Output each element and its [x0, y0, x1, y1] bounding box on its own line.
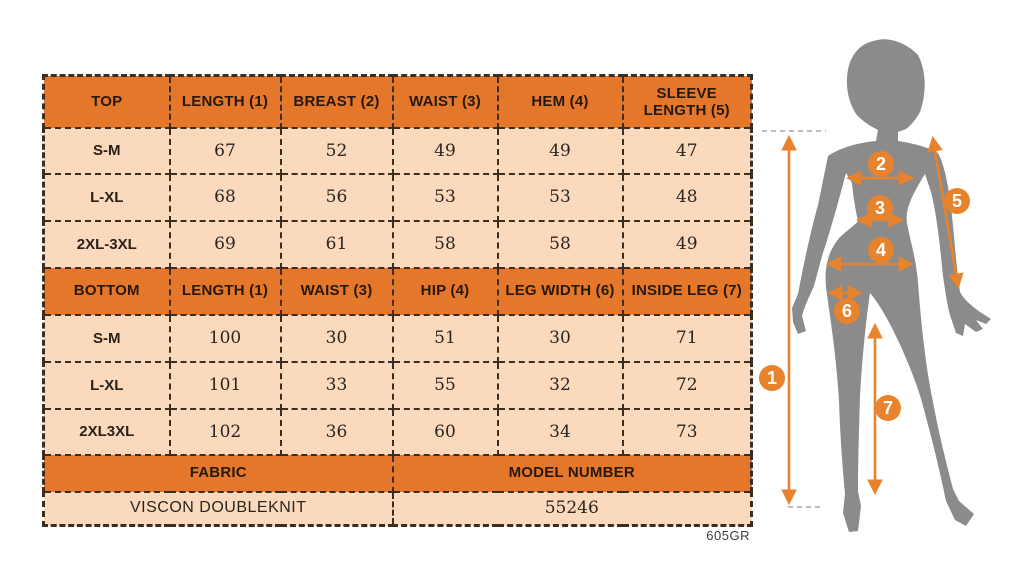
cell-value: 68 [170, 174, 281, 221]
table-row [44, 174, 752, 221]
marker-badge-4 [868, 237, 894, 263]
cell-value: 52 [281, 128, 393, 174]
col-header-waist: WAIST (3) [393, 76, 498, 128]
cell-value: 48 [623, 174, 752, 221]
cell-value: 53 [498, 174, 623, 221]
badge-number: 6 [841, 301, 853, 321]
fabric-header: FABRIC [44, 455, 393, 492]
cell-value: 49 [393, 128, 498, 174]
model-number-value: 55246 [393, 492, 752, 526]
cell-value: 58 [498, 221, 623, 268]
cell-value: 67 [170, 128, 281, 174]
footer-value-row [44, 492, 752, 526]
footer-header-row [44, 455, 752, 492]
cell-value: 30 [498, 315, 623, 362]
cell-value: 56 [281, 174, 393, 221]
col-header-length: LENGTH (1) [170, 268, 281, 315]
cell-value: 49 [623, 221, 752, 268]
cell-value: 51 [393, 315, 498, 362]
cell-value: 49 [498, 128, 623, 174]
col-header-waist: WAIST (3) [281, 268, 393, 315]
model-number-header: MODEL NUMBER [393, 455, 752, 492]
cell-value: 53 [393, 174, 498, 221]
table-row [44, 315, 752, 362]
size-chart-table [42, 74, 753, 527]
fabric-value: VISCON DOUBLEKNIT [44, 492, 393, 526]
size-label: L-XL [44, 362, 170, 409]
cell-value: 102 [170, 409, 281, 455]
size-label: L-XL [44, 174, 170, 221]
marker-badge-7 [875, 395, 901, 421]
col-header-hip: HIP (4) [393, 268, 498, 315]
badge-number: 4 [875, 240, 887, 260]
cell-value: 61 [281, 221, 393, 268]
badge-number: 3 [874, 198, 886, 218]
cell-value: 34 [498, 409, 623, 455]
female-silhouette [792, 39, 991, 532]
marker-badge-3 [867, 195, 893, 221]
badge-number: 2 [875, 154, 887, 174]
marker-badge-2 [868, 151, 894, 177]
cell-value: 55 [393, 362, 498, 409]
cell-value: 69 [170, 221, 281, 268]
cell-value: 30 [281, 315, 393, 362]
cell-value: 72 [623, 362, 752, 409]
badge-number: 1 [766, 368, 778, 388]
col-header-leg-width: LEG WIDTH (6) [498, 268, 623, 315]
cell-value: 36 [281, 409, 393, 455]
cell-value: 47 [623, 128, 752, 174]
bottom-header-row [44, 268, 752, 315]
badge-number: 5 [951, 191, 963, 211]
size-label: 2XL3XL [44, 409, 170, 455]
size-label: 2XL-3XL [44, 221, 170, 268]
table-row [44, 128, 752, 174]
top-section-header: TOP [44, 76, 170, 128]
col-header-hem: HEM (4) [498, 76, 623, 128]
table-row [44, 221, 752, 268]
model-code-footnote: 605GR [706, 528, 750, 543]
size-label: S-M [44, 128, 170, 174]
measurement-figure [750, 0, 1024, 580]
col-header-sleeve-length: SLEEVE LENGTH (5) [623, 76, 752, 128]
top-header-row [44, 76, 752, 128]
col-header-inside-leg: INSIDE LEG (7) [623, 268, 752, 315]
cell-value: 60 [393, 409, 498, 455]
cell-value: 73 [623, 409, 752, 455]
col-header-length: LENGTH (1) [170, 76, 281, 128]
size-label: S-M [44, 315, 170, 362]
table-row [44, 409, 752, 455]
col-header-breast: BREAST (2) [281, 76, 393, 128]
marker-badge-6 [834, 298, 860, 324]
cell-value: 58 [393, 221, 498, 268]
cell-value: 100 [170, 315, 281, 362]
cell-value: 33 [281, 362, 393, 409]
marker-badge-5 [944, 188, 970, 214]
cell-value: 32 [498, 362, 623, 409]
marker-badge-1 [759, 365, 785, 391]
cell-value: 71 [623, 315, 752, 362]
badge-number: 7 [882, 398, 894, 418]
bottom-section-header: BOTTOM [44, 268, 170, 315]
table-row [44, 362, 752, 409]
cell-value: 101 [170, 362, 281, 409]
